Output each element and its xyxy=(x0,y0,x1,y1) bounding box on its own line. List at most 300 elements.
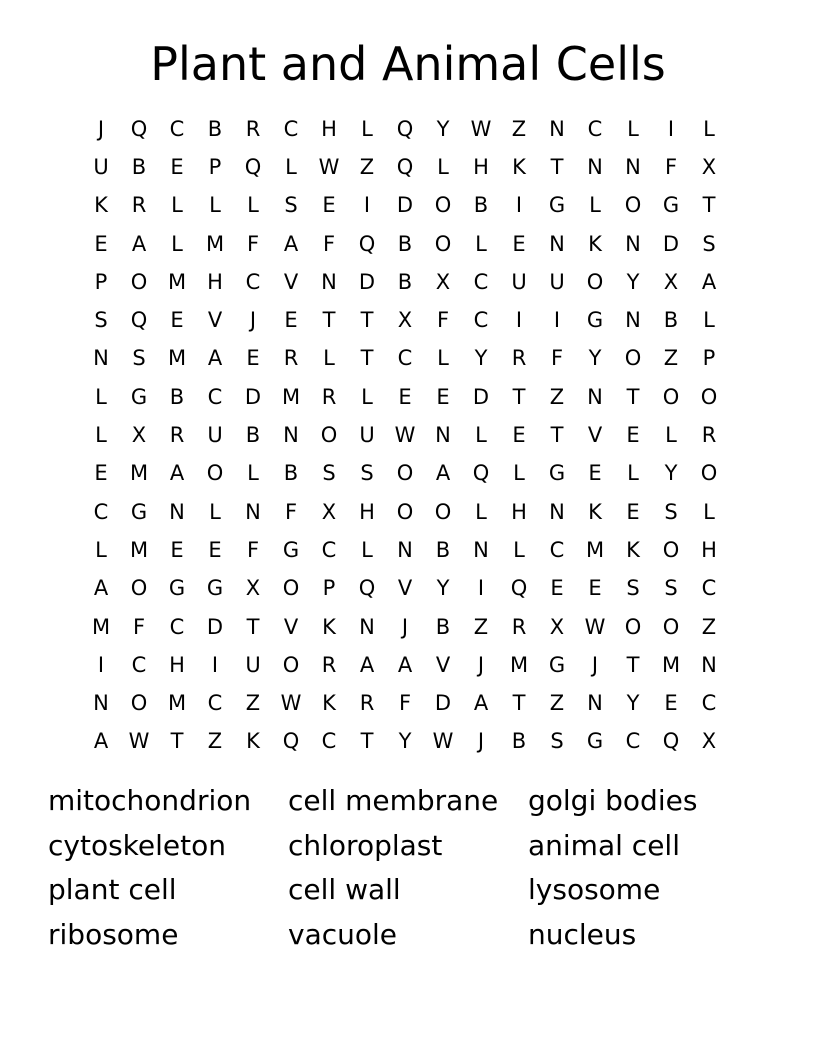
grid-letter: Q xyxy=(396,154,414,179)
grid-letter: Q xyxy=(510,576,528,601)
grid-letter: O xyxy=(282,652,300,677)
grid-letter: I xyxy=(363,193,371,218)
grid-letter: E xyxy=(398,384,412,409)
grid-letter: O xyxy=(130,269,148,294)
grid-letter: C xyxy=(207,384,223,409)
grid-letter: C xyxy=(245,269,261,294)
grid-letter: G xyxy=(282,537,300,562)
grid-letter: S xyxy=(94,308,108,333)
grid-letter: X xyxy=(435,269,451,294)
grid-letter: E xyxy=(170,308,184,333)
grid-letter: B xyxy=(131,154,147,179)
grid-letter: W xyxy=(318,154,340,179)
grid-letter: B xyxy=(207,116,223,141)
grid-letter: C xyxy=(207,691,223,716)
grid-letter: V xyxy=(207,308,223,333)
grid-letter: H xyxy=(207,269,223,294)
grid-letter: E xyxy=(512,423,526,448)
grid-letter: J xyxy=(591,652,599,677)
grid-letter: P xyxy=(94,269,108,294)
grid-letter: S xyxy=(664,576,678,601)
word-list-item: cytoskeleton xyxy=(48,828,226,862)
grid-letter: K xyxy=(322,614,336,639)
grid-letter: L xyxy=(95,384,107,409)
grid-letter: M xyxy=(205,231,225,256)
grid-letter: B xyxy=(397,231,413,256)
grid-letter: O xyxy=(662,537,680,562)
grid-letter: D xyxy=(662,231,680,256)
grid-letter: Z xyxy=(359,154,375,179)
grid-letter: G xyxy=(662,193,680,218)
grid-letter: V xyxy=(435,652,451,677)
grid-letter: D xyxy=(434,691,452,716)
grid-letter: F xyxy=(284,499,298,524)
grid-letter: R xyxy=(245,116,261,141)
grid-letter: O xyxy=(624,193,642,218)
grid-letter: G xyxy=(130,499,148,524)
grid-letter: O xyxy=(130,691,148,716)
grid-letter: K xyxy=(512,154,526,179)
grid-letter: W xyxy=(280,691,302,716)
grid-letter: C xyxy=(169,614,185,639)
grid-letter: N xyxy=(321,269,337,294)
grid-letter: B xyxy=(473,193,489,218)
grid-letter: T xyxy=(360,346,374,371)
grid-letter: F xyxy=(664,154,678,179)
grid-letter: E xyxy=(208,537,222,562)
grid-letter: X xyxy=(663,269,679,294)
grid-letter: E xyxy=(94,461,108,486)
grid-letter: J xyxy=(477,729,485,754)
grid-letter: O xyxy=(434,499,452,524)
grid-letter: F xyxy=(322,231,336,256)
grid-letter: N xyxy=(93,346,109,371)
word-list-item: cell wall xyxy=(288,873,401,907)
grid-letter: N xyxy=(473,537,489,562)
grid-letter: H xyxy=(169,652,185,677)
grid-letter: U xyxy=(511,269,527,294)
grid-letter: L xyxy=(475,231,487,256)
grid-letter: Q xyxy=(130,308,148,333)
grid-letter: E xyxy=(170,537,184,562)
grid-letter: Y xyxy=(626,691,640,716)
grid-letter: M xyxy=(167,269,187,294)
grid-letter: L xyxy=(285,154,297,179)
grid-letter: O xyxy=(434,231,452,256)
grid-letter: O xyxy=(206,461,224,486)
grid-letter: C xyxy=(625,729,641,754)
grid-letter: N xyxy=(283,423,299,448)
grid-letter: P xyxy=(702,346,716,371)
word-list-item: animal cell xyxy=(528,828,680,862)
grid-letter: R xyxy=(359,691,375,716)
grid-letter: M xyxy=(585,537,605,562)
grid-letter: N xyxy=(587,154,603,179)
grid-letter: E xyxy=(512,231,526,256)
grid-letter: O xyxy=(434,193,452,218)
grid-letter: L xyxy=(703,116,715,141)
grid-letter: L xyxy=(513,537,525,562)
grid-letter: A xyxy=(359,652,375,677)
grid-letter: Z xyxy=(549,384,565,409)
grid-letter: M xyxy=(281,384,301,409)
grid-letter: E xyxy=(626,423,640,448)
grid-letter: E xyxy=(94,231,108,256)
page-title: Plant and Animal Cells xyxy=(150,37,666,91)
grid-letter: C xyxy=(169,116,185,141)
grid-letter: N xyxy=(549,116,565,141)
grid-letter: L xyxy=(361,537,373,562)
grid-letter: L xyxy=(95,537,107,562)
grid-letter: G xyxy=(586,308,604,333)
grid-letter: W xyxy=(432,729,454,754)
grid-letter: U xyxy=(93,154,109,179)
grid-letter: L xyxy=(361,116,373,141)
grid-letter: T xyxy=(702,193,716,218)
grid-letter: S xyxy=(550,729,564,754)
grid-letter: N xyxy=(93,691,109,716)
grid-letter: R xyxy=(283,346,299,371)
grid-letter: N xyxy=(397,537,413,562)
grid-letter: I xyxy=(211,652,219,677)
grid-letter: L xyxy=(209,193,221,218)
grid-letter: S xyxy=(322,461,336,486)
grid-letter: M xyxy=(129,461,149,486)
grid-letter: G xyxy=(548,193,566,218)
grid-letter: L xyxy=(475,499,487,524)
grid-letter: S xyxy=(284,193,298,218)
grid-letter: D xyxy=(206,614,224,639)
grid-letter: R xyxy=(321,384,337,409)
grid-letter: I xyxy=(97,652,105,677)
grid-letter: O xyxy=(282,576,300,601)
grid-letter: D xyxy=(396,193,414,218)
grid-letter: R xyxy=(169,423,185,448)
grid-letter: T xyxy=(246,614,260,639)
word-list-item: mitochondrion xyxy=(48,784,252,817)
grid-letter: Z xyxy=(473,614,489,639)
grid-letter: L xyxy=(209,499,221,524)
grid-letter: H xyxy=(473,154,489,179)
grid-letter: B xyxy=(511,729,527,754)
grid-letter: H xyxy=(359,499,375,524)
grid-letter: K xyxy=(94,193,108,218)
grid-letter: B xyxy=(397,269,413,294)
grid-letter: X xyxy=(245,576,261,601)
grid-letter: E xyxy=(550,576,564,601)
grid-letter: H xyxy=(511,499,527,524)
grid-letter: L xyxy=(361,384,373,409)
grid-letter: M xyxy=(91,614,111,639)
grid-letter: T xyxy=(512,691,526,716)
grid-letter: Q xyxy=(396,116,414,141)
grid-letter: Q xyxy=(130,116,148,141)
grid-letter: H xyxy=(321,116,337,141)
grid-letter: N xyxy=(435,423,451,448)
grid-letter: Y xyxy=(436,576,450,601)
grid-letter: G xyxy=(130,384,148,409)
grid-letter: N xyxy=(359,614,375,639)
grid-letter: M xyxy=(509,652,529,677)
word-list-item: cell membrane xyxy=(288,784,499,817)
grid-letter: X xyxy=(397,308,413,333)
grid-letter: L xyxy=(627,461,639,486)
grid-letter: L xyxy=(627,116,639,141)
grid-letter: T xyxy=(322,308,336,333)
grid-letter: X xyxy=(321,499,337,524)
grid-letter: W xyxy=(584,614,606,639)
grid-letter: H xyxy=(701,537,717,562)
grid-letter: U xyxy=(359,423,375,448)
grid-letter: Q xyxy=(472,461,490,486)
grid-letter: L xyxy=(95,423,107,448)
grid-letter: M xyxy=(167,691,187,716)
grid-letter: E xyxy=(588,461,602,486)
grid-letter: N xyxy=(587,691,603,716)
grid-letter: U xyxy=(549,269,565,294)
grid-letter: D xyxy=(472,384,490,409)
grid-letter: K xyxy=(626,537,640,562)
grid-letter: T xyxy=(550,423,564,448)
grid-letter: F xyxy=(436,308,450,333)
grid-letter: Y xyxy=(664,461,678,486)
grid-letter: G xyxy=(586,729,604,754)
grid-letter: O xyxy=(662,384,680,409)
grid-letter: T xyxy=(626,384,640,409)
grid-letter: R xyxy=(131,193,147,218)
grid-letter: O xyxy=(320,423,338,448)
grid-letter: O xyxy=(700,384,718,409)
grid-letter: A xyxy=(169,461,185,486)
grid-letter: T xyxy=(550,154,564,179)
grid-letter: Y xyxy=(398,729,412,754)
grid-letter: Y xyxy=(588,346,602,371)
grid-letter: E xyxy=(436,384,450,409)
grid-letter: C xyxy=(473,308,489,333)
grid-letter: L xyxy=(171,193,183,218)
grid-letter: O xyxy=(624,614,642,639)
grid-letter: N xyxy=(549,231,565,256)
grid-letter: B xyxy=(435,614,451,639)
grid-letter: A xyxy=(131,231,147,256)
grid-letter: L xyxy=(437,346,449,371)
grid-letter: D xyxy=(244,384,262,409)
grid-letter: G xyxy=(206,576,224,601)
grid-letter: V xyxy=(397,576,413,601)
grid-letter: I xyxy=(515,308,523,333)
grid-letter: B xyxy=(435,537,451,562)
grid-letter: C xyxy=(587,116,603,141)
grid-letter: O xyxy=(130,576,148,601)
grid-letter: V xyxy=(283,614,299,639)
grid-letter: A xyxy=(207,346,223,371)
grid-letter: J xyxy=(249,308,257,333)
grid-letter: O xyxy=(586,269,604,294)
grid-letter: E xyxy=(170,154,184,179)
grid-letter: N xyxy=(587,384,603,409)
grid-letter: Z xyxy=(663,346,679,371)
grid-letter: E xyxy=(246,346,260,371)
grid-letter: L xyxy=(171,231,183,256)
grid-letter: Z xyxy=(701,614,717,639)
grid-letter: Z xyxy=(207,729,223,754)
word-list xyxy=(48,779,788,958)
grid-letter: F xyxy=(550,346,564,371)
grid-letter: X xyxy=(131,423,147,448)
grid-letter: C xyxy=(321,537,337,562)
grid-letter: U xyxy=(245,652,261,677)
grid-letter: P xyxy=(208,154,222,179)
grid-letter: J xyxy=(97,116,105,141)
grid-letter: I xyxy=(553,308,561,333)
grid-letter: I xyxy=(477,576,485,601)
grid-letter: B xyxy=(283,461,299,486)
grid-letter: A xyxy=(473,691,489,716)
grid-letter: C xyxy=(283,116,299,141)
grid-letter: N xyxy=(169,499,185,524)
grid-letter: J xyxy=(477,652,485,677)
grid-letter: A xyxy=(701,269,717,294)
grid-letter: E xyxy=(626,499,640,524)
grid-letter: C xyxy=(473,269,489,294)
grid-letter: A xyxy=(283,231,299,256)
grid-letter: V xyxy=(283,269,299,294)
grid-letter: O xyxy=(662,614,680,639)
grid-letter: E xyxy=(664,691,678,716)
grid-letter: Y xyxy=(474,346,488,371)
grid-letter: Z xyxy=(511,116,527,141)
grid-letter: X xyxy=(701,729,717,754)
grid-letter: Z xyxy=(245,691,261,716)
grid-letter: K xyxy=(588,499,602,524)
grid-letter: N xyxy=(625,308,641,333)
grid-letter: T xyxy=(512,384,526,409)
grid-letter: S xyxy=(360,461,374,486)
grid-letter: L xyxy=(323,346,335,371)
grid-letter: S xyxy=(702,231,716,256)
grid-letter: Q xyxy=(358,231,376,256)
grid-letter: C xyxy=(549,537,565,562)
grid-letter: M xyxy=(661,652,681,677)
grid-letter: M xyxy=(167,346,187,371)
grid-letter: F xyxy=(246,537,260,562)
grid-letter: A xyxy=(397,652,413,677)
grid-letter: Y xyxy=(626,269,640,294)
grid-letter: O xyxy=(700,461,718,486)
grid-letter: R xyxy=(321,652,337,677)
grid-letter: X xyxy=(701,154,717,179)
grid-letter: T xyxy=(626,652,640,677)
grid-letter: S xyxy=(664,499,678,524)
letter-grid xyxy=(82,110,728,761)
word-list-item: golgi bodies xyxy=(528,784,698,817)
grid-letter: D xyxy=(358,269,376,294)
grid-letter: N xyxy=(625,231,641,256)
grid-letter: B xyxy=(663,308,679,333)
grid-letter: A xyxy=(93,729,109,754)
grid-letter: J xyxy=(401,614,409,639)
grid-letter: L xyxy=(703,499,715,524)
grid-letter: C xyxy=(321,729,337,754)
grid-letter: L xyxy=(247,461,259,486)
grid-letter: L xyxy=(437,154,449,179)
grid-letter: G xyxy=(548,652,566,677)
word-list-item: ribosome xyxy=(48,918,179,952)
grid-letter: L xyxy=(665,423,677,448)
grid-letter: W xyxy=(128,729,150,754)
grid-letter: Q xyxy=(244,154,262,179)
grid-letter: L xyxy=(475,423,487,448)
word-list-item: lysosome xyxy=(528,873,661,907)
grid-letter: T xyxy=(170,729,184,754)
grid-letter: K xyxy=(588,231,602,256)
grid-letter: E xyxy=(322,193,336,218)
grid-letter: K xyxy=(322,691,336,716)
grid-letter: U xyxy=(207,423,223,448)
grid-letter: N xyxy=(625,154,641,179)
grid-letter: K xyxy=(246,729,260,754)
grid-letter: N xyxy=(701,652,717,677)
grid-letter: Z xyxy=(549,691,565,716)
grid-letter: L xyxy=(589,193,601,218)
grid-letter: Q xyxy=(358,576,376,601)
grid-letter: R xyxy=(701,423,717,448)
grid-letter: T xyxy=(360,729,374,754)
grid-letter: O xyxy=(396,499,414,524)
grid-letter: X xyxy=(549,614,565,639)
grid-letter: E xyxy=(284,308,298,333)
grid-letter: A xyxy=(93,576,109,601)
grid-letter: F xyxy=(246,231,260,256)
grid-letter: B xyxy=(169,384,185,409)
grid-letter: I xyxy=(667,116,675,141)
grid-letter: L xyxy=(247,193,259,218)
grid-letter: W xyxy=(470,116,492,141)
grid-letter: M xyxy=(129,537,149,562)
grid-letter: C xyxy=(93,499,109,524)
grid-letter: R xyxy=(511,346,527,371)
grid-letter: L xyxy=(703,308,715,333)
grid-letter: T xyxy=(360,308,374,333)
grid-letter: S xyxy=(626,576,640,601)
grid-letter: L xyxy=(513,461,525,486)
grid-letter: Q xyxy=(282,729,300,754)
grid-letter: G xyxy=(548,461,566,486)
grid-letter: C xyxy=(397,346,413,371)
grid-letter: I xyxy=(515,193,523,218)
grid-letter: B xyxy=(245,423,261,448)
grid-letter: F xyxy=(132,614,146,639)
word-list-item: nucleus xyxy=(528,918,637,952)
grid-letter: C xyxy=(701,576,717,601)
grid-letter: N xyxy=(549,499,565,524)
grid-letter: W xyxy=(394,423,416,448)
grid-letter: A xyxy=(435,461,451,486)
grid-letter: G xyxy=(168,576,186,601)
grid-letter: V xyxy=(587,423,603,448)
grid-letter: S xyxy=(132,346,146,371)
grid-letter: Y xyxy=(436,116,450,141)
grid-letter: E xyxy=(588,576,602,601)
grid-letter: O xyxy=(396,461,414,486)
grid-letter: C xyxy=(701,691,717,716)
word-list-item: vacuole xyxy=(288,918,398,952)
grid-letter: O xyxy=(624,346,642,371)
word-list-item: chloroplast xyxy=(288,828,443,862)
grid-letter: N xyxy=(245,499,261,524)
grid-letter: R xyxy=(511,614,527,639)
word-list-item: plant cell xyxy=(48,873,177,907)
